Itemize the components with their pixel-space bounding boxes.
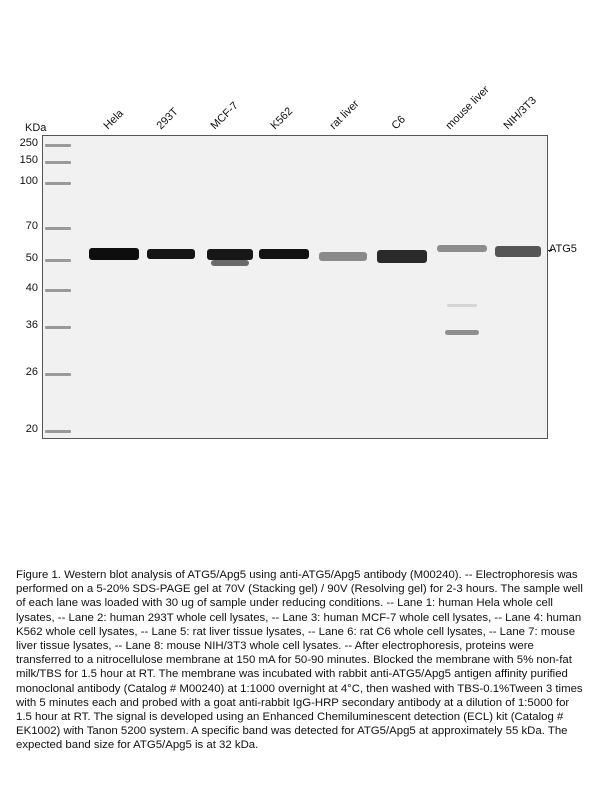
ladder-band-50 xyxy=(45,259,71,262)
lane-label-hela: Hela xyxy=(101,107,126,132)
marker-label-36: 36 xyxy=(25,319,38,331)
band-rat-liver xyxy=(319,252,367,261)
ladder-band-40 xyxy=(45,289,71,292)
ladder-band-20 xyxy=(45,430,71,433)
ladder-band-150 xyxy=(45,161,71,164)
figure-caption: Figure 1. Western blot analysis of ATG5/Apg5 using anti-ATG5/Apg5 antibody (M00240). -- Electrophoresis was performed on a 5-20% SDS-PAGE gel at 70V (Stacking gel) / 90V (Resolving gel) for 2-3 hours. The sample well of each lane was loaded with 30 ug of sample under reducing conditions. -- Lane 1: human Hela whole cell lysates, -- Lane 2: human 293T whole cell lysates, -- Lane 3: human MCF-7 whole cell lysates, -- Lane 4: human K562 whole cell lysates, -- Lane 5: rat liver tissue lysates, -- Lane 6: rat C6 whole cell lysates, -- Lane 7: mouse liver tissue lysates, -- Lane 8: mouse NIH/3T3 whole cell lysates. -- After electrophoresis, proteins were transferred to a nitrocellulose membrane at 150 mA for 50-90 minutes. Blocked the membrane with 5% non-fat milk/TBS for 1.5 hour at RT. The membrane was incubated with rabbit anti-ATG5/Apg5 antigen affinity purified monoclonal antibody (Catalog # M00240) at 1:1000 overnight at 4°C, then washed with TBS-0.1%Tween 3 times with 5 minutes each and probed with a goat anti-rabbit IgG-HRP secondary antibody at a dilution of 1:5000 for 1.5 hour at RT. The signal is developed using an Enhanced Chemiluminescent detection (ECL) kit (Catalog # EK1002) with Tanon 5200 system. A specific band was detected for ATG5/Apg5 at approximately 55 kDa. The expected band size for ATG5/Apg5 is at 32 kDa. xyxy=(16,569,583,752)
marker-label-20: 20 xyxy=(25,423,38,435)
band-mcf7 xyxy=(207,249,253,260)
marker-label-40: 40 xyxy=(25,282,38,294)
lane-label-c6: C6 xyxy=(389,113,408,132)
marker-label-150: 150 xyxy=(19,154,38,166)
ladder-band-26 xyxy=(45,373,71,376)
target-label-atg5: ATG5 xyxy=(549,243,577,255)
band-c6 xyxy=(377,250,427,263)
lane-label-mcf7: MCF-7 xyxy=(208,99,241,132)
ladder-band-250 xyxy=(45,144,71,147)
lane-label-k562: K562 xyxy=(268,105,296,132)
band-mouse-liver-faint xyxy=(447,304,477,307)
kda-axis-title: KDa xyxy=(25,122,47,134)
lane-label-293t: 293T xyxy=(154,105,181,132)
ladder-band-70 xyxy=(45,227,71,230)
band-nih3t3 xyxy=(495,246,541,257)
marker-label-250: 250 xyxy=(19,137,38,149)
band-mouse-liver xyxy=(437,245,487,252)
band-mouse-liver-lower xyxy=(445,330,479,335)
marker-label-100: 100 xyxy=(19,175,38,187)
lane-label-rat-liver: rat liver xyxy=(327,98,362,132)
marker-label-26: 26 xyxy=(25,366,38,378)
ladder-band-36 xyxy=(45,326,71,329)
western-blot-membrane xyxy=(42,135,548,439)
ladder-band-100 xyxy=(45,182,71,185)
band-k562 xyxy=(259,249,309,259)
lane-label-nih3t3: NIH/3T3 xyxy=(501,94,539,132)
marker-label-50: 50 xyxy=(25,252,38,264)
band-hela xyxy=(89,248,139,260)
lane-label-mouse-liver: mouse liver xyxy=(443,83,492,132)
band-mcf7-lower xyxy=(211,260,249,266)
band-293t xyxy=(147,249,195,259)
marker-label-70: 70 xyxy=(25,220,38,232)
